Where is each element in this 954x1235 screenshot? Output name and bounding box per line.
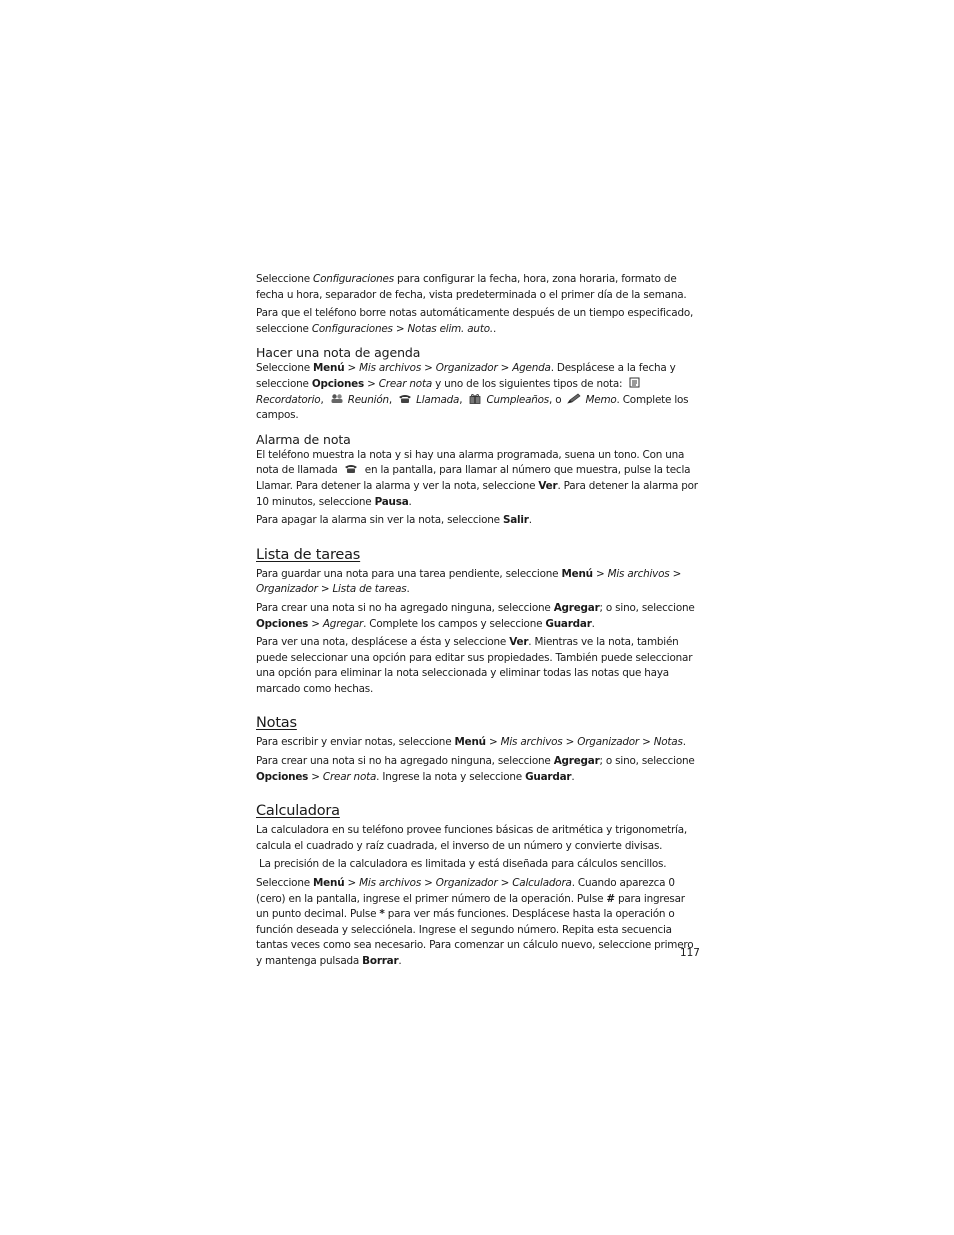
heading-alarma-nota: Alarma de nota (256, 431, 351, 447)
hacer-nota-paragraph: Seleccione Menú > Mis archivos > Organizador > Agenda. Desplácese a la fecha y seleccione Opciones > Crear nota y uno de los siguientes tipos de nota: Recordatorio, Reunión, Llamada, Cumpleaños, o Memo. Complete los campos. (256, 362, 689, 422)
phone-call-icon (398, 393, 412, 404)
alarma-paragraph-2: Para apagar la alarma sin ver la nota, seleccione Salir. (256, 514, 532, 527)
intro-paragraph-1: Seleccione Configuraciones para configurar la fecha, hora, zona horaria, formato de fecha u hora, separador de fecha, vista predeterminada o el primer día de la semana. (256, 273, 687, 301)
heading-notas: Notas (256, 715, 297, 732)
tareas-paragraph-2: Para crear una nota si no ha agregado ninguna, seleccione Agregar; o sino, seleccione Opciones > Agregar. Complete los campos y seleccione Guardar. (256, 601, 695, 630)
gift-icon (468, 393, 482, 404)
calc-note: La precisión de la calculadora es limitada y está diseñada para cálculos sencillos. (259, 858, 667, 871)
heading-hacer-nota: Hacer una nota de agenda (256, 345, 421, 361)
reminder-note-icon (628, 377, 642, 388)
tareas-paragraph-1: Para guardar una nota para una tarea pendiente, seleccione Menú > Mis archivos > Organizador > Lista de tareas. (256, 567, 682, 596)
notas-paragraph-2: Para crear una nota si no ha agregado ninguna, seleccione Agregar; o sino, seleccione Opciones > Crear nota. Ingrese la nota y seleccione Guardar. (256, 755, 695, 783)
page-number: 117 (680, 947, 700, 959)
tareas-paragraph-3: Para ver una nota, desplácese a ésta y seleccione Ver. Mientras ve la nota, también puede seleccionar una opción para editar sus propiedades. También puede seleccionar una opción para eliminar la nota seleccionada y eliminar todas las notas que haya marcado como hechas. (256, 636, 693, 695)
calc-paragraph-3: Seleccione Menú > Mis archivos > Organizador > Calculadora. Cuando aparezca 0 (cero) en la pantalla, ingrese el primer número de la operación. Pulse # para ingresar un punto decimal. Pulse * para ver más funciones. Desplácese hasta la operación o función deseada y selecciónela. Ingrese el segundo número. Repita esta secuencia tantas veces como sea necesario. Para comenzar un cálculo nuevo, seleccione primero y mantenga pulsada Borrar. (256, 877, 694, 967)
manual-page (256, 272, 698, 973)
memo-pencil-icon (567, 393, 581, 404)
heading-calculadora: Calculadora (256, 803, 340, 820)
notas-paragraph-1: Para escribir y enviar notas, seleccione Menú > Mis archivos > Organizador > Notas. (256, 736, 686, 749)
alarma-paragraph-1: El teléfono muestra la nota y si hay una alarma programada, suena un tono. Con una nota de llamada en la pantalla, para llamar al número que muestra, pulse la tecla Llamar. Para detener la alarma y ver la nota, seleccione Ver. Para detener la alarma por 10 minutos, seleccione Pausa. (256, 448, 698, 508)
phone-call-icon (344, 463, 358, 474)
heading-lista-tareas: Lista de tareas (256, 546, 361, 563)
intro-paragraph-2: Para que el teléfono borre notas automáticamente después de un tiempo especificado, seleccione Configuraciones > Notas elim. auto.. (256, 307, 694, 335)
meeting-icon (330, 393, 344, 404)
calc-paragraph-1: La calculadora en su teléfono provee funciones básicas de aritmética y trigonometría, calcula el cuadrado y raíz cuadrada, el inverso de un número y convierte divisas. (256, 824, 687, 852)
